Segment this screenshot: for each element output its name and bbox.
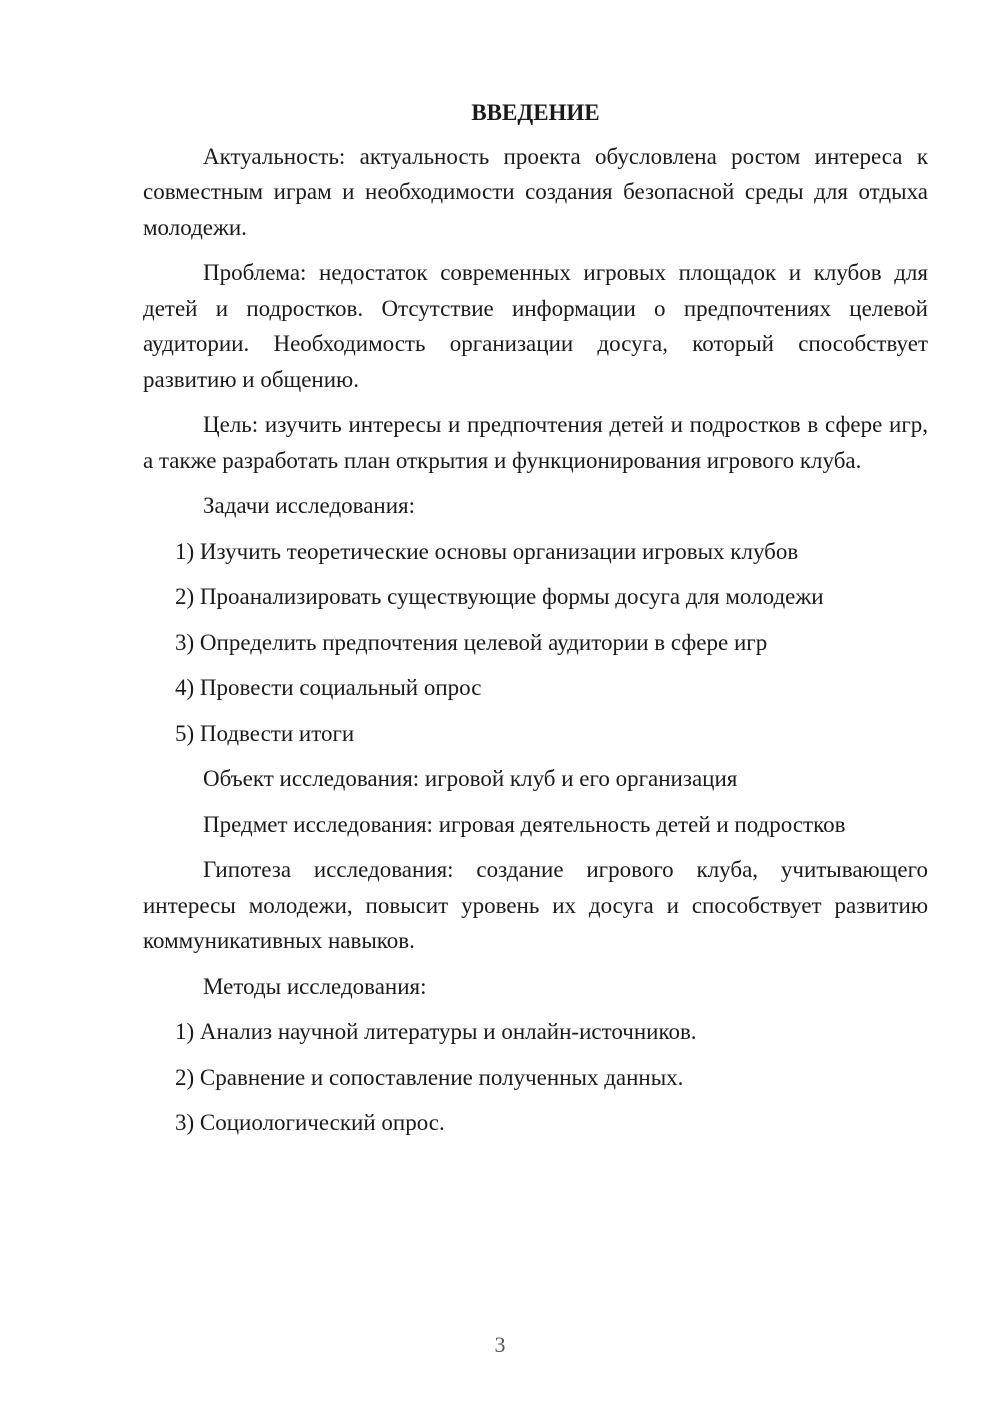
page-content: [143, 95, 928, 1151]
methods-title: Методы исследования:: [203, 973, 427, 999]
object-line: Объект исследования: игровой клуб и его организация: [203, 766, 738, 791]
tasks-list: [143, 534, 928, 752]
tasks-title: Задачи исследования:: [203, 493, 416, 518]
problem-paragraph: Проблема: недостаток современных игровых площадок и клубов для детей и подростков. Отсутствие информации о предпочтениях целевой аудитории. Необходимость организации досуга, который способствует развитию и общению.: [143, 260, 928, 392]
list-item: 4) Провести социальный опрос: [175, 675, 482, 700]
list-item: 2) Сравнение и сопоставление полученных данных.: [175, 1064, 684, 1090]
list-item: 5) Подвести итоги: [175, 720, 355, 746]
list-item: 1) Анализ научной литературы и онлайн-источников.: [175, 1019, 697, 1044]
goal-paragraph: Цель: изучить интересы и предпочтения детей и подростков в сфере игр, а также разработать план открытия и функционирования игрового клуба.: [143, 412, 928, 473]
hypothesis-paragraph: Гипотеза исследования: создание игрового клуба, учитывающего интересы молодежи, повысит уровень их досуга и способствует развитию коммуникативных навыков.: [143, 857, 928, 953]
list-item: 3) Определить предпочтения целевой аудитории в сфере игр: [175, 629, 768, 655]
relevance-paragraph: Актуальность: актуальность проекта обусловлена ростом интереса к совместным играм и необходимости создания безопасной среды для отдыха молодежи.: [143, 143, 928, 240]
list-item: 2) Проанализировать существующие формы досуга для молодежи: [175, 584, 824, 609]
list-item: 3) Социологический опрос.: [175, 1110, 445, 1135]
subject-line: Предмет исследования: игровая деятельность детей и подростков: [203, 811, 846, 837]
page-number: 3: [494, 1332, 506, 1357]
section-heading: ВВЕДЕНИЕ: [471, 100, 600, 125]
methods-list: [143, 1014, 928, 1141]
list-item: 1) Изучить теоретические основы организации игровых клубов: [175, 538, 799, 564]
